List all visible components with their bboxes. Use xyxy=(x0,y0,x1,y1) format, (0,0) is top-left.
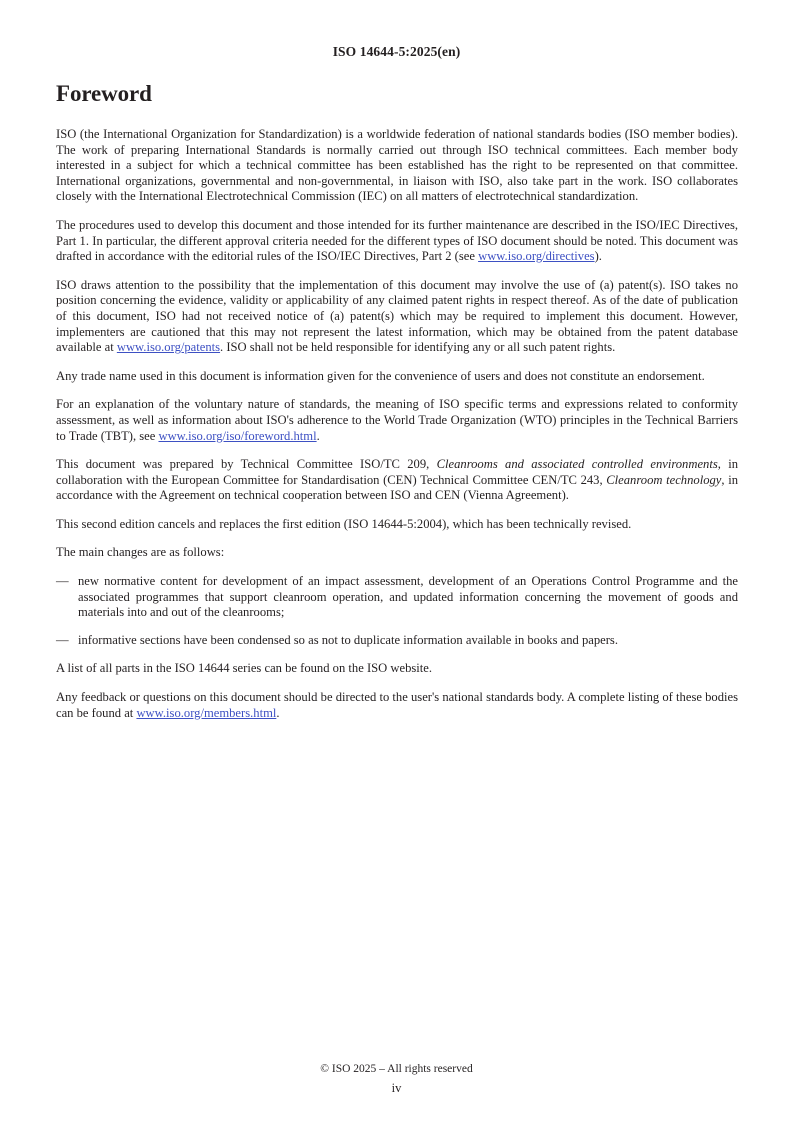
paragraph-second-edition: This second edition cancels and replaces the first edition (ISO 14644-5:2004), which has been technically revised. xyxy=(56,516,632,531)
page-title: Foreword xyxy=(56,81,152,106)
list-item-text: informative sections have been condensed so as not to duplicate information available in books and papers. xyxy=(78,632,618,647)
link-iso-patents[interactable]: www.iso.org/patents xyxy=(116,340,221,355)
paragraph-voluntary-nature-text-after: . xyxy=(316,428,320,443)
committee-title-cen243: Cleanroom technology xyxy=(606,472,722,487)
paragraph-trade-name: Any trade name used in this document is information given for the convenience of users and does not constitute an endorsement. xyxy=(56,368,705,383)
paragraph-procedures-text-after: ). xyxy=(594,249,602,264)
list-item xyxy=(56,574,738,621)
paragraph-feedback xyxy=(56,690,738,721)
paragraph-voluntary-nature-text-before: For an explanation of the voluntary nature of standards, the meaning of ISO specific terms and expressions related to conformity assessment, as well as information about ISO's adherence to the World Trade Organization (WTO) principles in the Technical Barriers to Trade (TBT), see xyxy=(56,397,738,443)
paragraph-feedback-text-after: . xyxy=(276,705,280,720)
paragraph-feedback-text-before: Any feedback or questions on this document should be directed to the user's national standards body. A complete listing of these bodies can be found at xyxy=(56,690,738,720)
paragraph-procedures xyxy=(56,218,738,265)
paragraph-patents xyxy=(56,278,738,356)
link-iso-foreword[interactable]: www.iso.org/iso/foreword.html xyxy=(158,428,317,443)
paragraph-parts-list: A list of all parts in the ISO 14644 series can be found on the ISO website. xyxy=(56,661,432,676)
link-iso-members[interactable]: www.iso.org/members.html xyxy=(136,705,277,720)
paragraph-iso-description: ISO (the International Organization for Standardization) is a worldwide federation of national standards bodies (ISO member bodies). The work of preparing International Standards is normally carried out through ISO technical committees. Each member body interested in a subject for which a technical committee has been established has the right to be represented on that committee. International organizations, governmental and non-governmental, in liaison with ISO, also take part in the work. ISO collaborates closely with the International Electrotechnical Commission (IEC) on all matters of electrotechnical standardization. xyxy=(56,127,738,204)
footer-page-number: iv xyxy=(391,1081,402,1095)
paragraph-voluntary-nature xyxy=(56,397,738,444)
list-item xyxy=(56,633,738,649)
running-head: ISO 14644-5:2025(en) xyxy=(332,44,461,59)
committee-title-tc209: Cleanrooms and associated controlled environments xyxy=(436,457,718,472)
em-dash-marker-icon: — xyxy=(56,574,69,589)
paragraph-procedures-text-before: The procedures used to develop this document and those intended for its further maintenance are described in the ISO/IEC Directives, Part 1. In particular, the different approval criteria needed for the different types of ISO document should be noted. This document was drafted in accordance with the editorial rules of the ISO/IEC Directives, Part 2 (see xyxy=(56,217,738,264)
footer-copyright: © ISO 2025 – All rights reserved xyxy=(320,1063,473,1075)
paragraph-committee-seg2: , in collaboration with the European Committee for Standardisation (CEN) Technical Committee CEN/TC 243, xyxy=(56,457,739,487)
paragraph-patents-text-before: ISO draws attention to the possibility that the implementation of this document may involve the use of (a) patent(s). ISO takes no position concerning the evidence, validity or applicability of any claimed patent rights in respect thereof. As of the date of publication of this document, ISO had not received notice of (a) patent(s) which may be required to implement this document. However, implementers are cautioned that this may not represent the latest information, which may be obtained from the patent database available at xyxy=(56,277,738,355)
list-item-text: new normative content for development of an impact assessment, development of an Operations Control Programme and the associated programmes that support cleanroom operation, and updated information concerning the movement of goods and materials into and out of the cleanrooms; xyxy=(78,574,738,620)
paragraph-committee xyxy=(56,457,738,504)
changes-list xyxy=(56,574,738,648)
paragraph-committee-seg3: , in accordance with the Agreement on technical cooperation between ISO and CEN (Vienna Agreement). xyxy=(56,472,738,503)
paragraph-patents-text-after: . ISO shall not be held responsible for identifying any or all such patent rights. xyxy=(220,340,616,355)
paragraph-committee-seg1: This document was prepared by Technical Committee ISO/TC 209, xyxy=(56,457,437,472)
document-content xyxy=(56,82,738,721)
em-dash-marker-icon: — xyxy=(56,632,69,647)
link-iso-directives[interactable]: www.iso.org/directives xyxy=(478,249,595,264)
paragraph-main-changes-intro: The main changes are as follows: xyxy=(56,545,225,560)
